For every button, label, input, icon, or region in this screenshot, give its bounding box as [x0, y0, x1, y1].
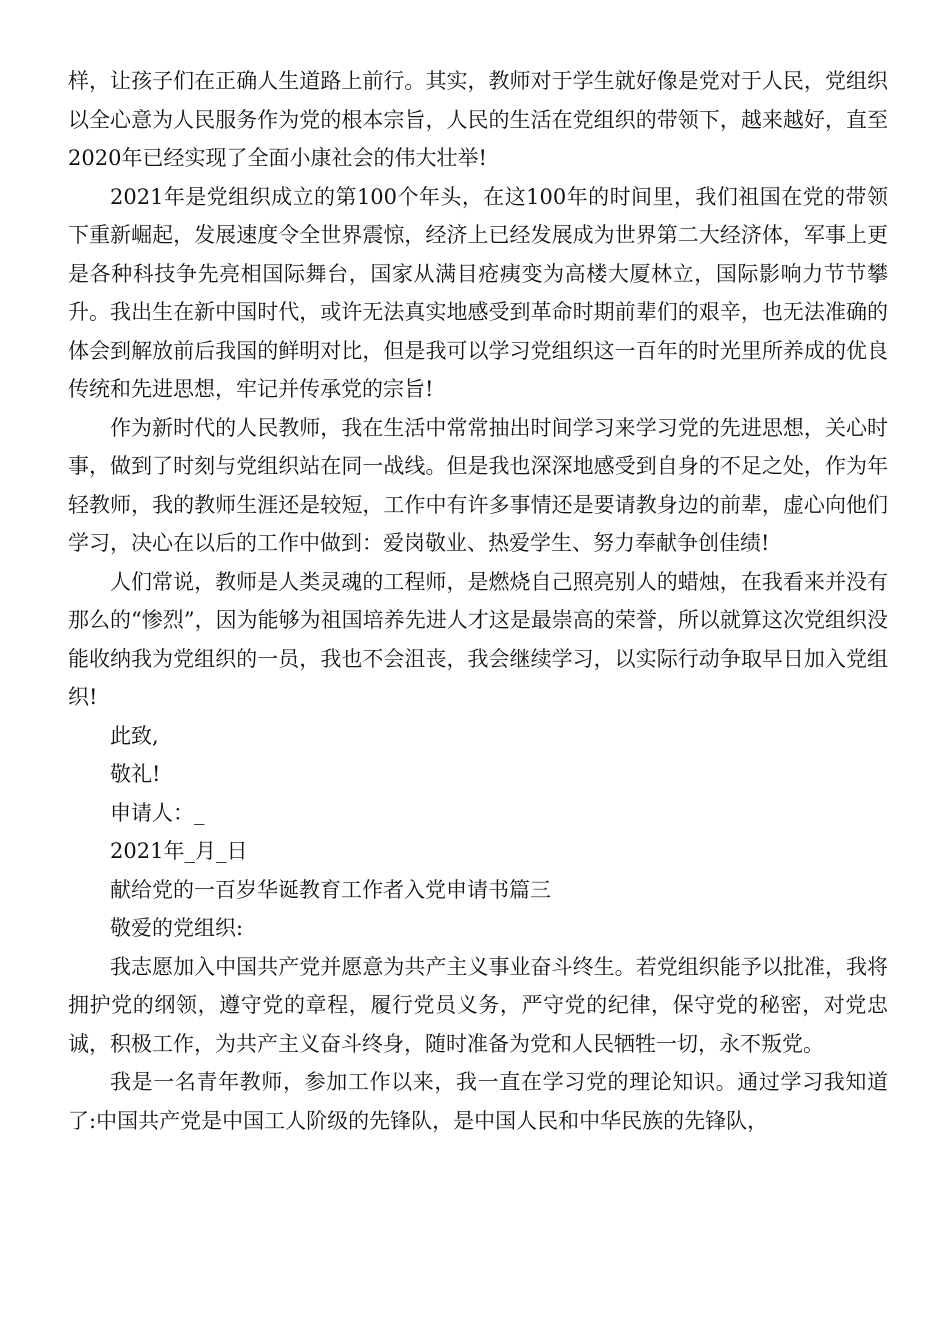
- closing-regards: 敬礼!: [110, 762, 161, 786]
- paragraph-teacher-study: 作为新时代的人民教师，我在生活中常常抽出时间学习来学习党的先进思想，关心时事，做到了时刻与党组织站在同一战线。但是我也深深地感受到自身的不足之处，作为年轻教师，我的教师生涯还是较短，工作中有许多事情还是要请教身边的前辈，虚心向他们学习，决心在以后的工作中做到：爱岗敬业、热爱学生、努力奉献争创佳绩!: [68, 415, 888, 555]
- paragraph-young-teacher: 我是一名青年教师，参加工作以来，我一直在学习党的理论知识。通过学习我知道了:中国共产党是中国工人阶级的先锋队，是中国人民和中华民族的先锋队，: [68, 1070, 888, 1133]
- closing-salutation: 此致,: [110, 723, 159, 748]
- greeting: 敬爱的党组织:: [110, 916, 244, 940]
- paragraph-pledge: 我志愿加入中国共产党并愿意为共产主义事业奋斗终生。若党组织能予以批准，我将拥护党的纲领，遵守党的章程，履行党员义务，严守党的纪律，保守党的秘密，对党忠诚，积极工作，为共产主义奋斗终身，随时准备为党和人民牺牲一切，永不叛党。: [68, 954, 888, 1056]
- paragraph-continuation: 样，让孩子们在正确人生道路上前行。其实，教师对于学生就好像是党对于人民，党组织以全心意为人民服务作为党的根本宗旨，人民的生活在党组织的带领下，越来越好，直至2020年已经实现了全面小康社会的伟大壮举!: [68, 69, 888, 170]
- applicant-line: 申请人：_: [110, 800, 205, 825]
- section-title: 献给党的一百岁华诞教育工作者入党申请书篇三: [110, 877, 551, 902]
- document-page: [68, 62, 888, 1140]
- date-line: 2021年_月_日: [110, 839, 248, 863]
- paragraph-centenary: 2021年是党组织成立的第100个年头，在这100年的时间里，我们祖国在党的带领下重新崛起，发展速度令全世界震惊，经济上已经发展成为世界第二大经济体，军事上更是各种科技争先亮相国际舞台，国家从满目疮痍变为高楼大厦林立，国际影响力节节攀升。我出生在新中国时代，或许无法真实地感受到革命时期前辈们的艰辛，也无法准确的体会到解放前后我国的鲜明对比，但是我可以学习党组织这一百年的时光里所养成的优良传统和先进思想，牢记并传承党的宗旨!: [68, 184, 888, 401]
- paragraph-engineer-of-soul: 人们常说，教师是人类灵魂的工程师，是燃烧自己照亮别人的蜡烛，在我看来并没有那么的“惨烈”，因为能够为祖国培养先进人才这是最崇高的荣誉，所以就算这次党组织没能收纳我为党组织的一员，我也不会沮丧，我会继续学习，以实际行动争取早日加入党组织!: [68, 569, 888, 709]
